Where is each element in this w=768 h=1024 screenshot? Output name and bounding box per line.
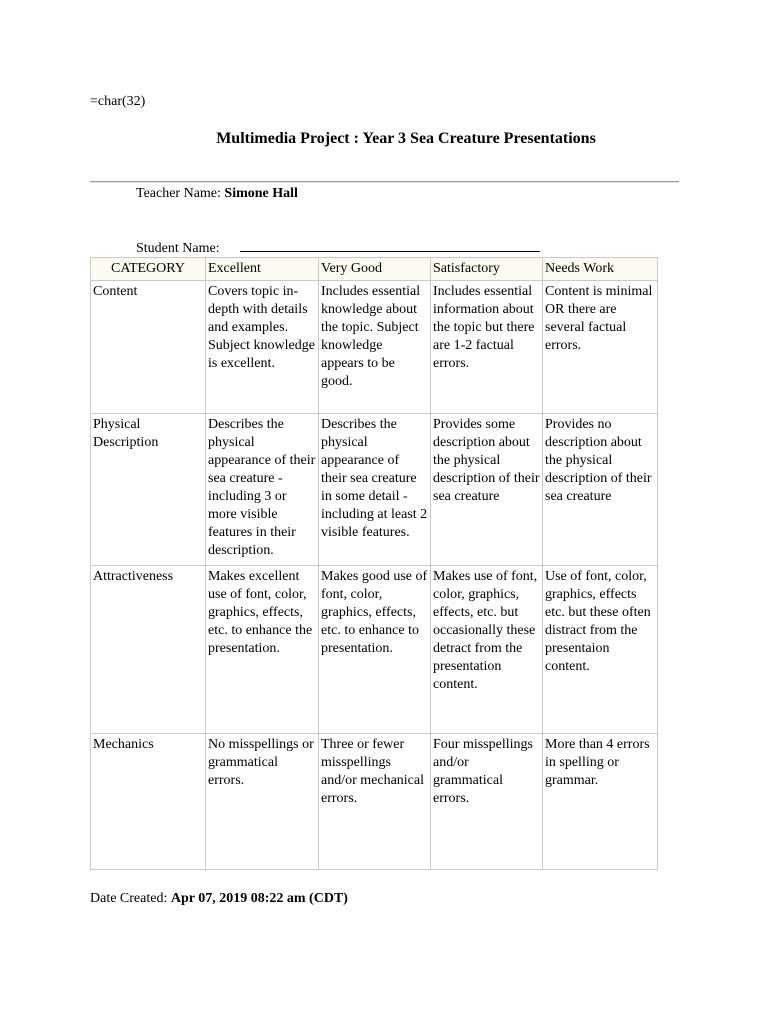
table-header-row	[91, 258, 658, 281]
rubric-table	[90, 257, 658, 870]
header-needs-work: Needs Work	[543, 258, 658, 281]
teacher-name: Simone Hall	[224, 186, 298, 201]
table-cell: Four misspellings and/or grammatical errors.	[431, 734, 543, 870]
table-cell: Makes excellent use of font, color, graphics, effects, etc. to enhance the presentation.	[206, 566, 319, 734]
teacher-line	[136, 186, 298, 202]
table-cell: Content is minimal OR there are several factual errors.	[543, 281, 658, 414]
header-satisfactory: Satisfactory	[431, 258, 543, 281]
table-cell: Provides some description about the physical description of their sea creature	[431, 414, 543, 566]
page-title: Multimedia Project : Year 3 Sea Creature Presentations	[216, 130, 596, 147]
top-code-text: =char(32)	[90, 94, 146, 109]
row-category: Content	[91, 281, 206, 414]
table-cell: Provides no description about the physical description of their sea creature	[543, 414, 658, 566]
table-cell: Covers topic in-depth with details and examples. Subject knowledge is excellent.	[206, 281, 319, 414]
table-cell: Makes good use of font, color, graphics, effects, etc. to enhance to presentation.	[319, 566, 431, 734]
table-cell: Makes use of font, color, graphics, effects, etc. but occasionally these detract from the presentation content.	[431, 566, 543, 734]
table-cell: More than 4 errors in spelling or grammar.	[543, 734, 658, 870]
header-category: CATEGORY	[91, 258, 206, 281]
row-category: Mechanics	[91, 734, 206, 870]
student-line	[136, 239, 540, 257]
table-cell: Includes essential knowledge about the topic. Subject knowledge appears to be good.	[319, 281, 431, 414]
student-label: Student Name:	[136, 241, 220, 256]
table-cell: Describes the physical appearance of their sea creature - including 3 or more visible features in their description.	[206, 414, 319, 566]
table-row	[91, 414, 658, 566]
table-cell: Describes the physical appearance of their sea creature in some detail - including at least 2 visible features.	[319, 414, 431, 566]
horizontal-divider	[90, 181, 679, 183]
date-created-label: Date Created:	[90, 891, 168, 906]
teacher-label: Teacher Name:	[136, 186, 221, 201]
row-category: Attractiveness	[91, 566, 206, 734]
header-very-good: Very Good	[319, 258, 431, 281]
table-cell: Includes essential information about the topic but there are 1-2 factual errors.	[431, 281, 543, 414]
row-category: Physical Description	[91, 414, 206, 566]
table-cell: No misspellings or grammatical errors.	[206, 734, 319, 870]
header-excellent: Excellent	[206, 258, 319, 281]
table-cell: Three or fewer misspellings and/or mechanical errors.	[319, 734, 431, 870]
table-cell: Use of font, color, graphics, effects etc. but these often distract from the presentaion content.	[543, 566, 658, 734]
table-row	[91, 566, 658, 734]
date-created-line	[90, 891, 348, 907]
date-created-value: Apr 07, 2019 08:22 am (CDT)	[170, 891, 348, 906]
table-row	[91, 734, 658, 870]
student-name-blank	[240, 239, 540, 252]
table-row	[91, 281, 658, 414]
